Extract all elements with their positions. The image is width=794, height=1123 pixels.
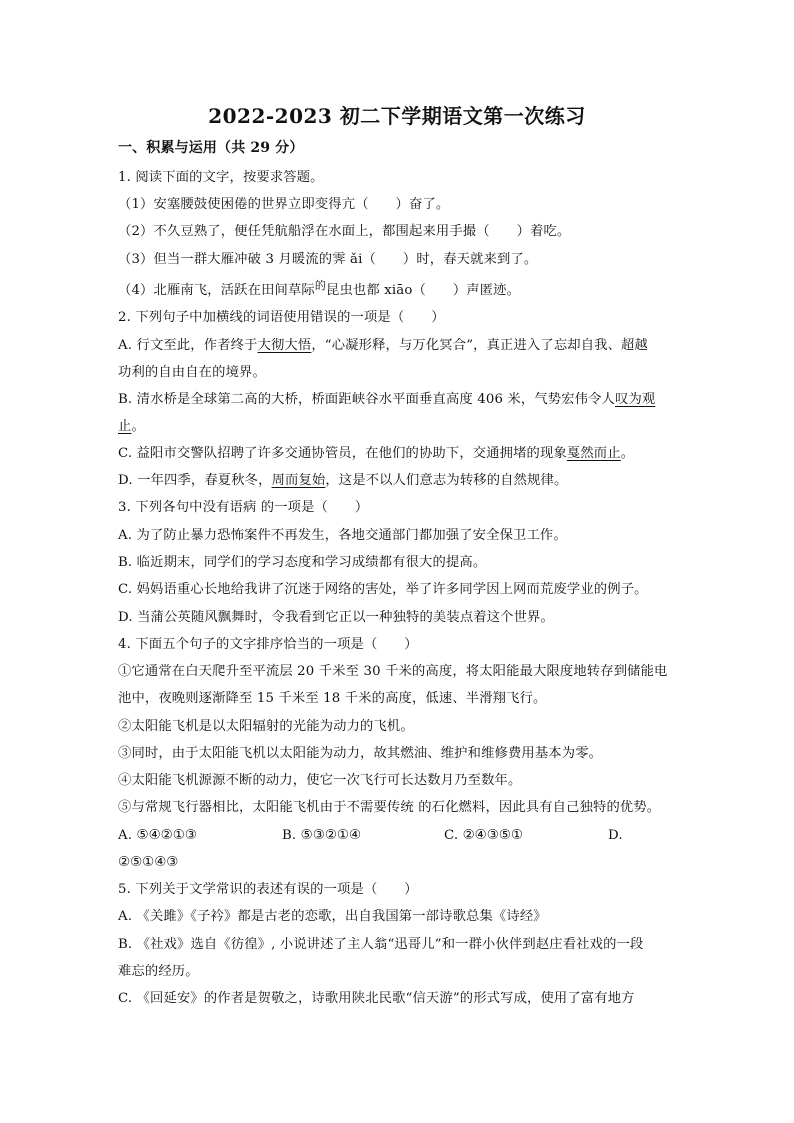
q4-sentence-5: ⑤与常规飞行器相比，太阳能飞机由于不需要传统 的石化燃料，因此具有自己独特的优势。	[118, 800, 661, 815]
q2-option-d	[118, 471, 567, 491]
q5-option-b: B. 《社戏》选自《彷徨》, 小说讲述了主人翁“迅哥儿”和一群小伙伴到赵庄看社戏的一段	[118, 937, 644, 952]
q2-option-b-underlined-cont: 止	[118, 419, 132, 434]
q2-option-c-underlined: 戛然而止	[566, 446, 621, 461]
q2-option-b-cont	[118, 417, 145, 437]
q4-option-d: D.	[608, 828, 623, 843]
q2-option-c	[118, 444, 634, 464]
q1-item-3: （3）但当一群大雁冲破 3 月暖流的霁 ǎi（ ）时，春天就来到了。	[118, 252, 538, 267]
q1-item-1: （1）安塞腰鼓使困倦的世界立即变得亢（ ）奋了。	[118, 197, 450, 212]
q4-options	[118, 826, 678, 846]
q4-option-c: C. ②④③⑤①	[444, 828, 523, 843]
section-heading: 一、积累与运用（共 29 分）	[118, 140, 304, 156]
q2-option-d-pre: D. 一年四季，春夏秋冬，	[118, 473, 272, 488]
q3-option-b: B. 临近期末，同学们的学习态度和学习成绩都有很大的提高。	[118, 555, 487, 570]
q2-option-b-pre: B. 清水桥是全球第二高的大桥，桥面距峡谷水平面垂直高度 406 米，气势宏伟令人	[118, 392, 616, 407]
q1-item-4	[118, 281, 520, 301]
q4-sentence-3: ③同时，由于太阳能飞机以太阳能为动力，故其燃油、维护和维修费用基本为零。	[118, 746, 603, 761]
q4-option-d-value: ②⑤①④③	[118, 855, 179, 870]
q2-option-a	[118, 336, 648, 356]
q3-option-d: D. 当蒲公英随风飘舞时，令我看到它正以一种独特的美装点着这个世界。	[118, 610, 554, 625]
q4-sentence-4: ④太阳能飞机源源不断的动力，使它一次飞行可长达数月乃至数年。	[118, 773, 522, 788]
q2-stem: 2. 下列句子中加横线的词语使用错误的一项是（ ）	[118, 310, 445, 325]
q2-option-a-post: ，“心凝形释，与万化冥合”，真正进入了忘却自我、超越	[311, 338, 648, 353]
q2-option-a-pre: A. 行文至此，作者终于	[118, 338, 258, 353]
page-title: 2022-2023 初二下学期语文第一次练习	[208, 104, 586, 128]
q3-stem: 3. 下列各句中没有语病 的一项是（ ）	[118, 500, 369, 515]
q5-option-b-cont: 难忘的经历。	[118, 964, 199, 979]
q2-option-b-underlined: 叹为观	[615, 392, 656, 407]
q2-option-a-underlined: 大彻大悟	[257, 338, 312, 353]
q2-option-c-post: 。	[620, 446, 635, 461]
q5-stem: 5. 下列关于文学常识的表述有误的一项是（ ）	[118, 882, 418, 897]
q2-option-b-post: 。	[131, 419, 145, 434]
q1-stem: 1. 阅读下面的文字，按要求答题。	[118, 170, 324, 185]
q4-stem: 4. 下面五个句子的文字排序恰当的一项是（ ）	[118, 637, 418, 652]
q1-item-4-part-b: 昆虫也都 xiāo（ ）声匿迹。	[326, 283, 521, 298]
q2-option-d-underlined: 周而复始	[271, 473, 326, 488]
q4-sentence-1-cont: 池中，夜晚则逐渐降至 15 千米至 18 千米的高度，低速、半滑翔飞行。	[118, 691, 547, 706]
q1-item-4-part-a: （4）北雁南飞，活跃在田间草际	[118, 283, 315, 298]
q5-option-a: A. 《关雎》《子衿》都是古老的恋歌，出自我国第一部诗歌总集《诗经》	[118, 909, 547, 924]
q3-option-a: A. 为了防止暴力恐怖案件不再发生，各地交通部门都加强了安全保卫工作。	[118, 528, 567, 543]
q4-option-b: B. ⑤③②①④	[282, 828, 362, 843]
q2-option-b	[118, 390, 655, 410]
q2-option-a-cont: 功利的自由自在的境界。	[118, 365, 266, 380]
q2-option-c-pre: C. 益阳市交警队招聘了许多交通协管员，在他们的协助下，交通拥堵的现象	[118, 446, 567, 461]
q1-item-4-sup: 的	[314, 279, 327, 292]
q4-sentence-1: ①它通常在白天爬升至平流层 20 千米至 30 千米的高度，将太阳能最大限度地转存到储能电	[118, 664, 668, 679]
q2-option-d-post: ，这是不以人们意志为转移的自然规律。	[325, 473, 568, 488]
q3-option-c: C. 妈妈语重心长地给我讲了沉迷于网络的害处，举了许多同学因上网而荒废学业的例子。	[118, 582, 648, 597]
q4-sentence-2: ②太阳能飞机是以太阳辐射的光能为动力的飞机。	[118, 719, 414, 734]
q4-option-a: A. ⑤④②①③	[118, 828, 197, 843]
q1-item-2: （2）不久豆熟了，便任凭航船浮在水面上，都围起来用手撮（ ）着吃。	[118, 224, 571, 239]
q5-option-c: C. 《回延安》的作者是贺敬之，诗歌用陕北民歌“信天游”的形式写成，使用了富有地方	[118, 991, 635, 1006]
